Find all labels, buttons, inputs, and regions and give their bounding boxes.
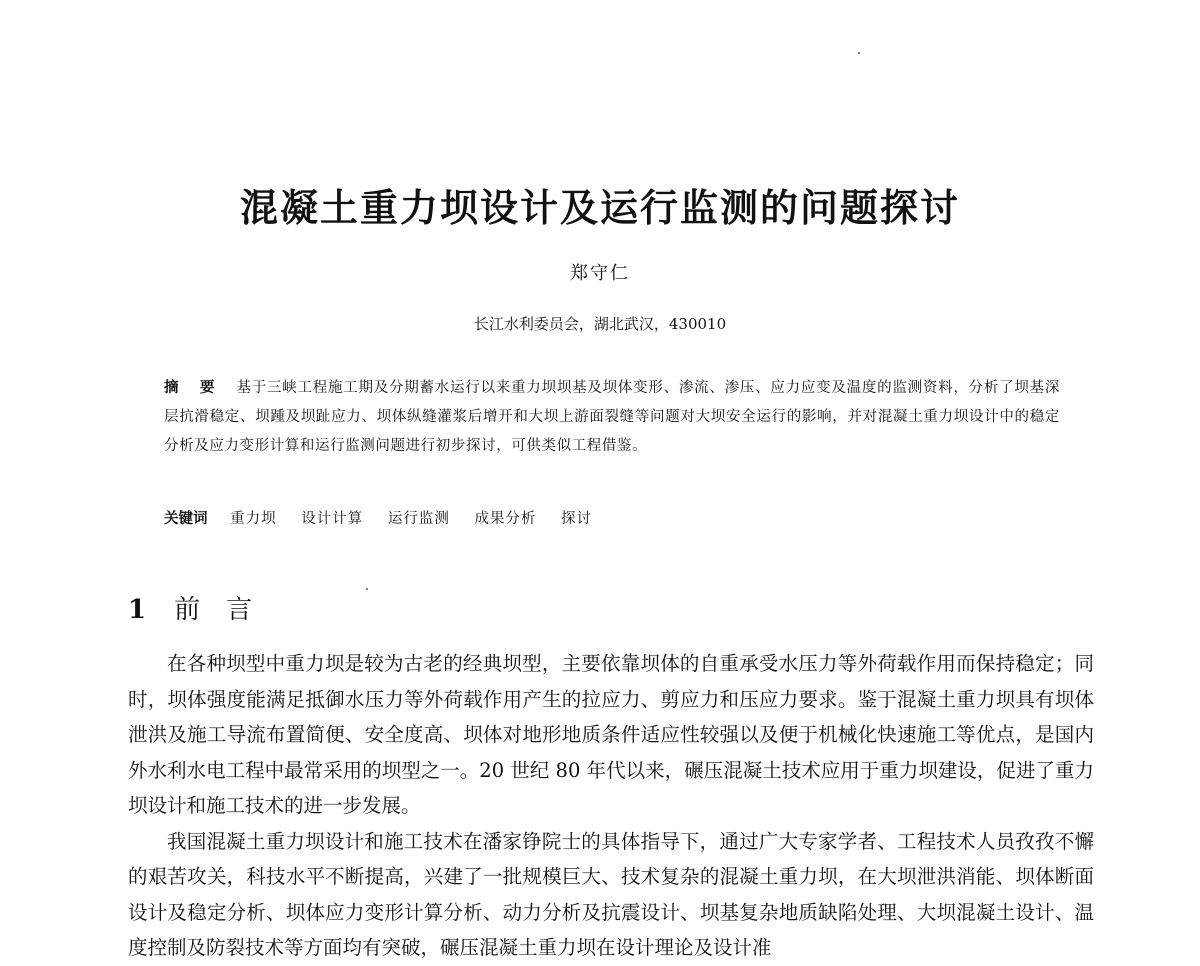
author-name: 郑守仁 — [570, 263, 630, 284]
keyword-item: 设计计算 — [301, 511, 364, 527]
section-number: 1 — [128, 595, 147, 625]
abstract-block — [164, 374, 1060, 461]
author-affiliation: 长江水利委员会，湖北武汉，430010 — [473, 315, 727, 333]
scan-speck — [366, 588, 368, 590]
abstract-text: 基于三峡工程施工期及分期蓄水运行以来重力坝坝基及坝体变形、渗流、渗压、应力应变及温度的监测资料，分析了坝基深层抗滑稳定、坝踵及坝趾应力、坝体纵缝灌浆后增开和大坝上游面裂缝等问题对大坝安全运行的影响，并对混凝土重力坝设计中的稳定分析及应力变形计算和运行监测问题进行初步探讨，可供类似工程借鉴。 — [164, 380, 1060, 454]
paper-title: 混凝土重力坝设计及运行监测的问题探讨 — [239, 186, 960, 230]
keyword-item: 探讨 — [561, 511, 593, 527]
body-text — [128, 646, 1094, 966]
keyword-item: 运行监测 — [387, 511, 450, 527]
keyword-item: 重力坝 — [230, 511, 277, 527]
keywords-label: 关键词 — [164, 511, 208, 527]
paragraph: 在各种坝型中重力坝是较为古老的经典坝型，主要依靠坝体的自重承受水压力等外荷载作用而保持稳定；同时，坝体强度能满足抵御水压力等外荷载作用产生的拉应力、剪应力和压应力要求。鉴于混凝土重力坝具有坝体泄洪及施工导流布置简便、安全度高、坝体对地形地质条件适应性较强以及便于机械化快速施工等优点，是国内外水利水电工程中最常采用的坝型之一。20 世纪 80 年代以来，碾压混凝土技术应用于重力坝建设，促进了重力坝设计和施工技术的进一步发展。 — [128, 652, 1094, 817]
abstract-label: 摘 要 — [164, 380, 223, 396]
scan-speck — [858, 52, 860, 54]
section-heading — [128, 590, 278, 630]
section-title: 前言 — [174, 595, 279, 625]
paragraph: 我国混凝土重力坝设计和施工技术在潘家铮院士的具体指导下，通过广大专家学者、工程技术人员孜孜不懈的艰苦攻关，科技水平不断提高，兴建了一批规模巨大、技术复杂的混凝土重力坝，在大坝泄洪消能、坝体断面设计及稳定分析、坝体应力变形计算分析、动力分析及抗震设计、坝基复杂地质缺陷处理、大坝混凝土设计、温度控制及防裂技术等方面均有突破，碾压混凝土重力坝在设计理论及设计准 — [128, 829, 1094, 959]
keywords-line — [164, 505, 1060, 533]
keyword-item: 成果分析 — [474, 511, 537, 527]
